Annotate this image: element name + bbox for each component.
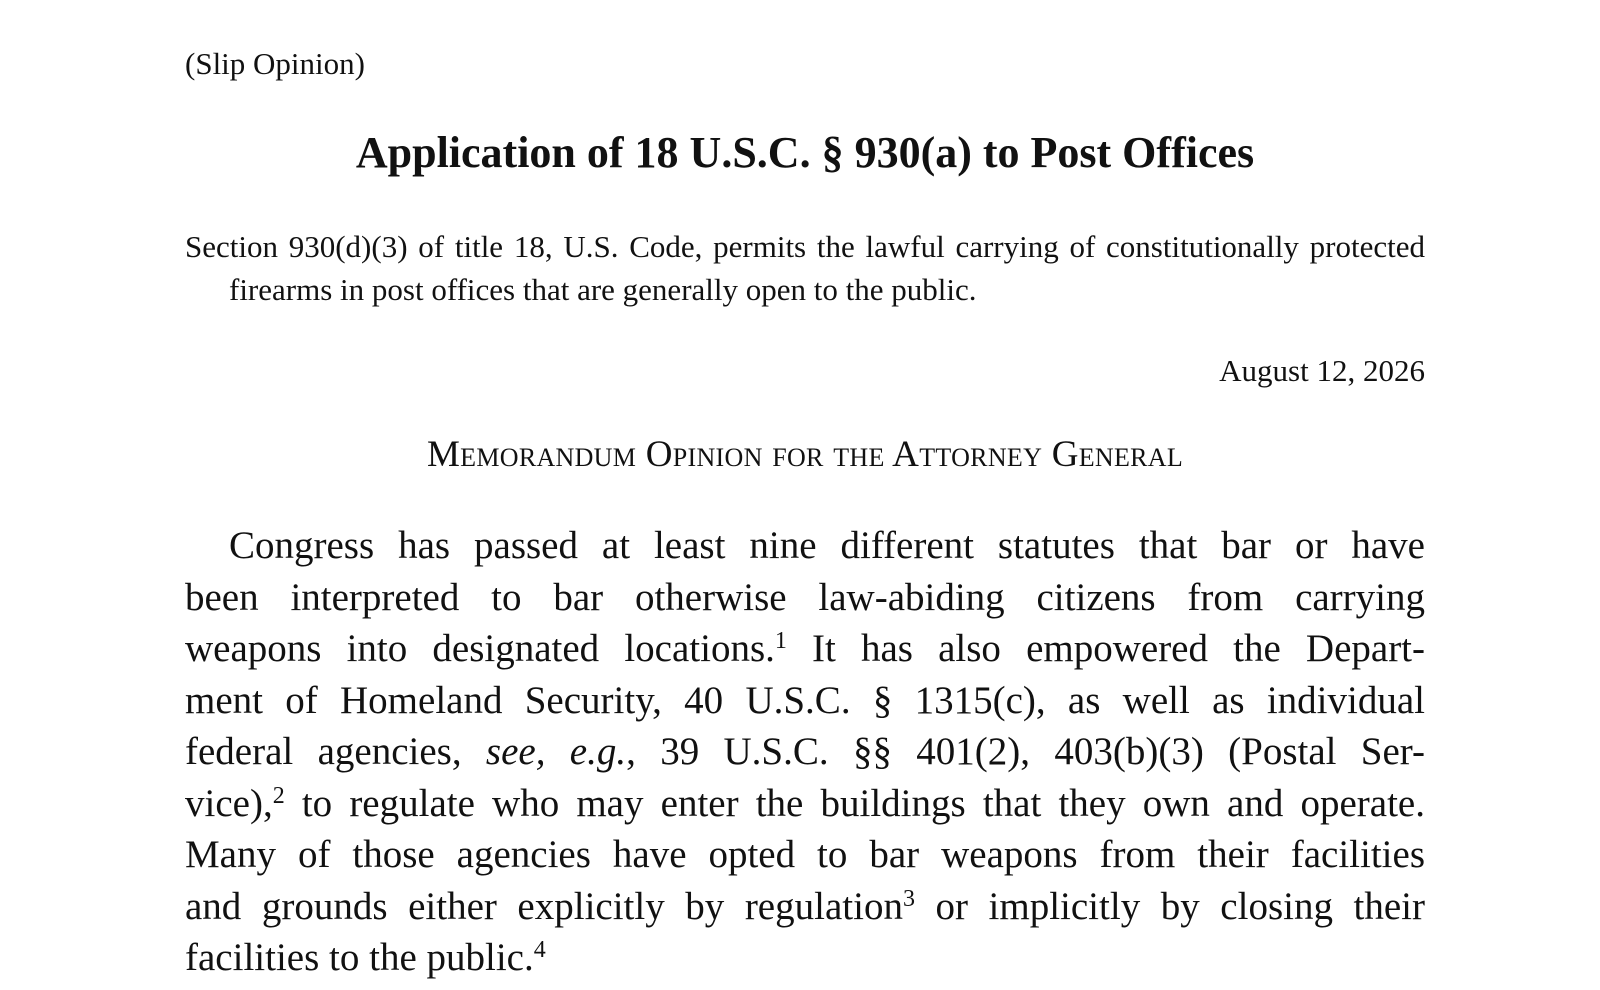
body-line <box>185 778 1425 830</box>
body-line <box>185 572 1425 624</box>
opinion-date: August 12, 2026 <box>1219 353 1425 388</box>
body-text: federal agencies, <box>185 730 486 773</box>
body-text: vice), <box>185 781 273 825</box>
slip-opinion-label: (Slip Opinion) <box>185 46 365 81</box>
footnote-marker-4[interactable]: 4 <box>533 937 546 963</box>
body-text: weapons into designated locations. <box>185 627 775 670</box>
opinion-title: Application of 18 U.S.C. § 930(a) to Post Offices <box>355 128 1255 177</box>
body-text: or implicitly by closing their <box>914 884 1425 928</box>
footnote-marker-3[interactable]: 3 <box>902 885 915 912</box>
body-line <box>185 881 1425 933</box>
body-line <box>185 623 1425 675</box>
body-line <box>185 675 1425 727</box>
body-text: Many of those agencies have opted to bar weapons from their facilities <box>185 833 1425 876</box>
body-text: , 39 U.S.C. §§ 401(2), 403(b)(3) (Postal Ser- <box>626 730 1425 773</box>
body-text: ment of Homeland Security, 40 U.S.C. § 1315(c), as well as individual <box>185 678 1425 722</box>
body-text: It has also empowered the Depart- <box>786 627 1426 670</box>
body-line <box>185 520 1425 572</box>
memorandum-heading: Memorandum Opinion for the Attorney General <box>426 434 1184 475</box>
footnote-marker-1[interactable]: 1 <box>774 628 787 654</box>
body-text: to regulate who may enter the buildings that they own and operate. <box>284 781 1425 825</box>
body-line <box>185 829 1425 881</box>
body-text: facilities to the public. <box>185 936 534 979</box>
headnote: Section 930(d)(3) of title 18, U.S. Code, permits the lawful carrying of constitutionally protected firearms in post offices that are generally open to the public. <box>185 229 1425 307</box>
italic-signal: see, e.g. <box>485 730 627 773</box>
body-text: and grounds either explicitly by regulation <box>185 884 903 928</box>
footnote-marker-2[interactable]: 2 <box>272 782 285 809</box>
body-text: Congress has passed at least nine different statutes that bar or have <box>229 524 1425 567</box>
body-line <box>185 932 1425 984</box>
opinion-body-paragraph <box>185 520 1425 984</box>
body-text: been interpreted to bar otherwise law-abiding citizens from carrying <box>185 575 1425 619</box>
body-line <box>185 726 1425 778</box>
